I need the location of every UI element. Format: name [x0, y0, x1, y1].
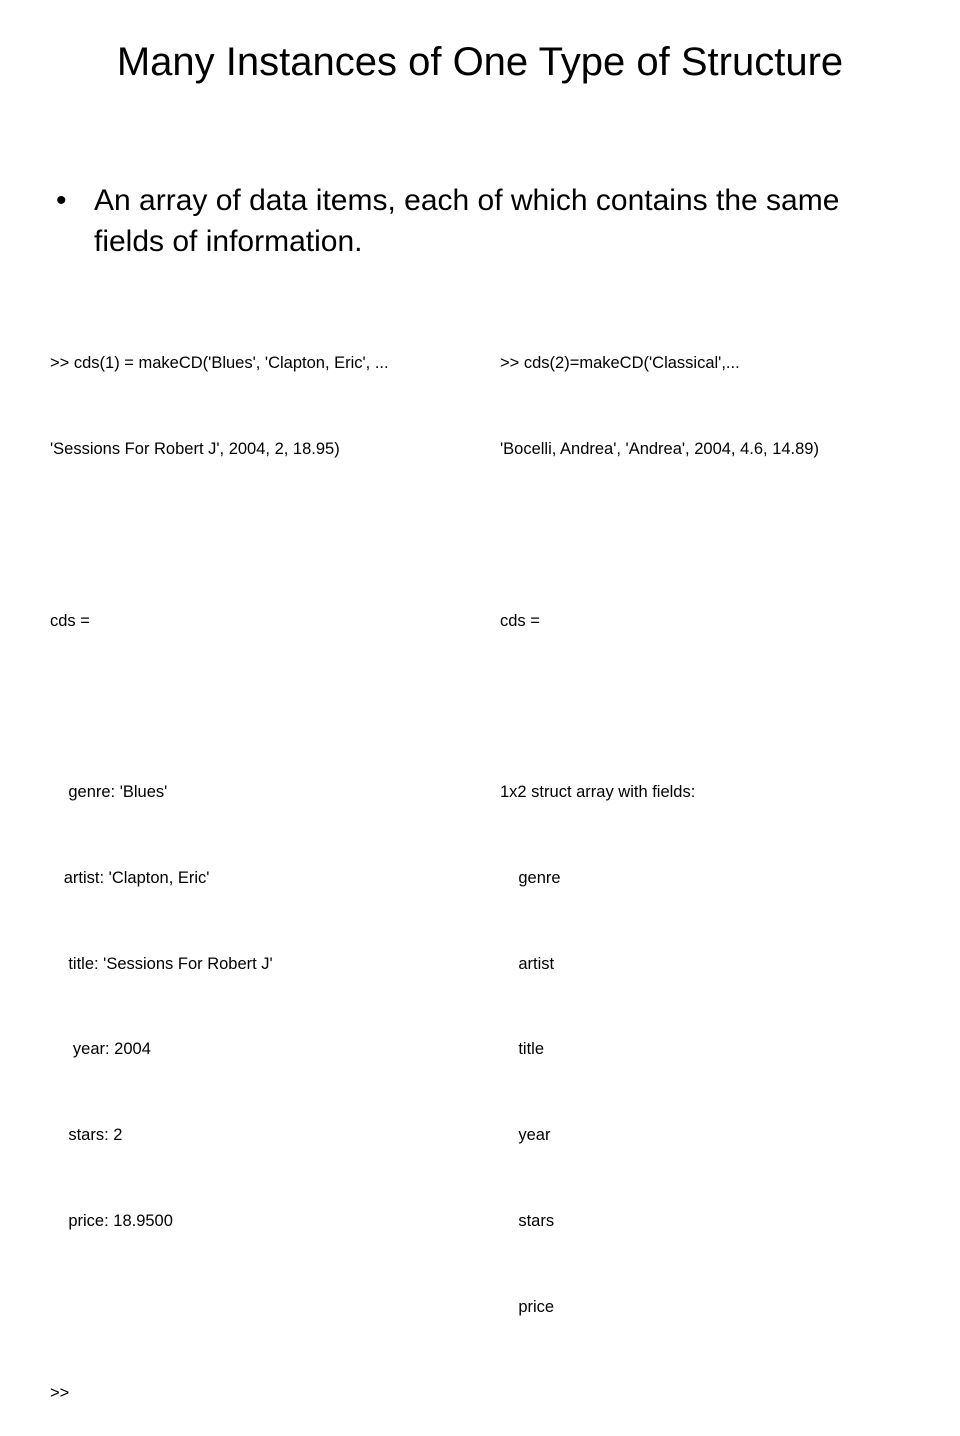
code-line: >> cds(1) = makeCD('Blues', 'Clapton, Eric', ...	[50, 354, 389, 373]
bullet-item	[56, 180, 916, 262]
code-line	[500, 521, 945, 550]
code-line: 'Bocelli, Andrea', 'Andrea', 2004, 4.6, 14.89)	[500, 439, 819, 458]
code-line: price: 18.9500	[50, 1212, 173, 1230]
code-line: title: 'Sessions For Robert J'	[50, 954, 273, 973]
bullet-text: An array of data items, each of which contains the same fields of information.	[94, 184, 840, 258]
code-line: cds =	[50, 611, 90, 630]
code-line: 1x2 struct array with fields:	[500, 783, 696, 802]
code-line: artist: 'Clapton, Eric'	[50, 868, 210, 887]
code-line: genre	[500, 868, 561, 887]
code-line	[50, 692, 495, 721]
code-line: 'Sessions For Robert J', 2004, 2, 18.95)	[50, 439, 340, 458]
code-line: >>	[50, 1383, 70, 1402]
code-line: price	[500, 1297, 555, 1316]
code-line: title	[500, 1040, 545, 1059]
code-line: artist	[500, 954, 555, 973]
code-output-left	[50, 292, 495, 1436]
code-line	[500, 692, 945, 721]
code-output-right	[500, 292, 945, 1350]
bullet-marker: •	[56, 184, 67, 217]
code-line: stars: 2	[50, 1126, 123, 1145]
code-line	[50, 1293, 495, 1322]
code-line: year: 2004	[50, 1040, 151, 1059]
code-line: cds =	[500, 611, 540, 630]
code-line: genre: 'Blues'	[50, 783, 168, 802]
slide-title: Many Instances of One Type of Structure	[116, 40, 844, 84]
code-line	[50, 521, 495, 550]
code-line: year	[500, 1126, 551, 1145]
code-line: >> cds(2)=makeCD('Classical',...	[500, 354, 740, 373]
code-line: stars	[500, 1212, 555, 1230]
